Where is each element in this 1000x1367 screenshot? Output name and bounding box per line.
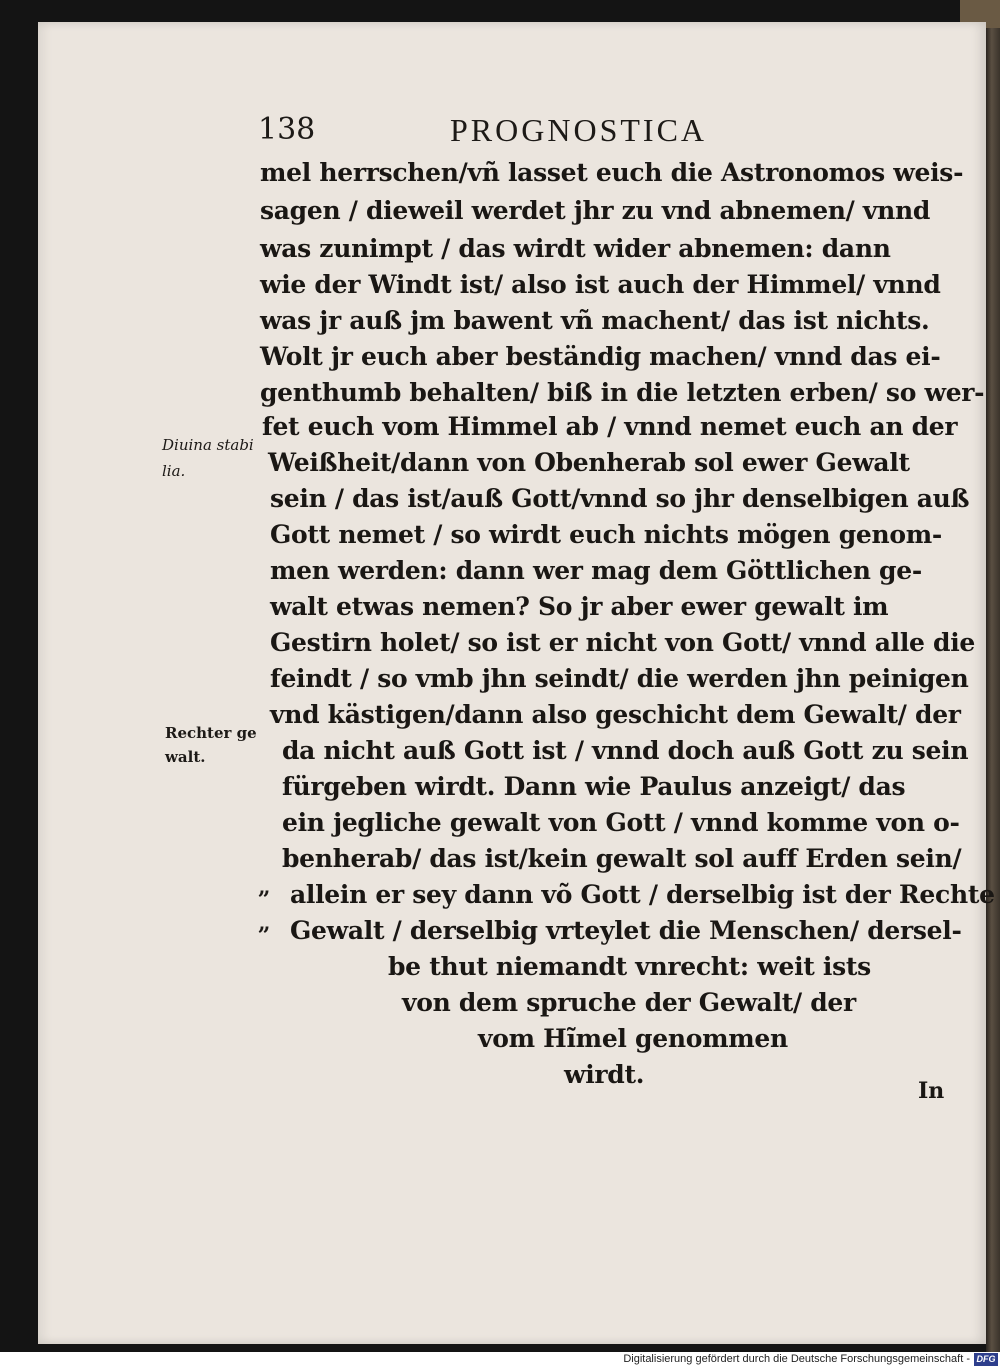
footer-bar — [0, 1352, 1000, 1367]
text-line: feindt / so vmb jhn seindt/ die werden jhn peinigen — [270, 664, 969, 693]
text-line: wie der Windt ist/ also ist auch der Himmel/ vnnd — [260, 270, 941, 299]
text-line: Wolt jr euch aber beständig machen/ vnnd das ei- — [260, 342, 941, 371]
marginal-note-rechter-line1: Rechter ge — [165, 724, 257, 742]
text-line: was zunimpt / das wirdt wider abnemen: dann — [260, 234, 891, 263]
text-line: ein jegliche gewalt von Gott / vnnd komme von o- — [282, 808, 960, 837]
text-line: vom Hĩmel genommen — [478, 1024, 788, 1053]
text-line: sagen / dieweil werdet jhr zu vnd abnemen/ vnnd — [260, 196, 931, 225]
running-title: PROGNOSTICA — [450, 112, 708, 148]
text-line: benherab/ das ist/kein gewalt sol auff Erden sein/ — [282, 844, 962, 873]
text-line: vnd kästigen/dann also geschicht dem Gewalt/ der — [270, 700, 961, 729]
quotation-mark: „ — [258, 874, 271, 900]
text-line: von dem spruche der Gewalt/ der — [402, 988, 856, 1017]
quotation-mark: „ — [258, 910, 271, 936]
text-line: Gott nemet / so wirdt euch nichts mögen genom- — [270, 520, 942, 549]
text-line: was jr auß jm bawent vñ machent/ das ist nichts. — [260, 306, 930, 335]
text-line: Gestirn holet/ so ist er nicht von Gott/ vnnd alle die — [270, 628, 976, 657]
text-line: allein er sey dann võ Gott / derselbig ist der Rechte — [290, 880, 995, 909]
text-line: Gewalt / derselbig vrteylet die Menschen/ dersel- — [290, 916, 962, 945]
text-line: sein / das ist/auß Gott/vnnd so jhr denselbigen auß — [270, 484, 970, 513]
text-line: wirdt. — [564, 1060, 645, 1089]
marginal-note-divina-line2: lia. — [162, 462, 186, 480]
text-line: be thut niemandt vnrecht: weit ists — [388, 952, 871, 981]
text-line: fürgeben wirdt. Dann wie Paulus anzeigt/ das — [282, 772, 906, 801]
text-line: Weißheit/dann von Obenherab sol ewer Gewalt — [268, 448, 910, 477]
page-number: 138 — [258, 112, 316, 147]
text-line: genthumb behalten/ biß in die letzten erben/ so wer- — [260, 378, 985, 407]
text-line: da nicht auß Gott ist / vnnd doch auß Gott zu sein — [282, 736, 969, 765]
dfg-logo: DFG — [974, 1353, 998, 1366]
marginal-note-rechter-line2: walt. — [165, 748, 206, 766]
text-line: walt etwas nemen? So jr aber ewer gewalt im — [270, 592, 889, 621]
text-line: mel herrschen/vñ lasset euch die Astronomos weis- — [260, 158, 964, 187]
text-line: fet euch vom Himmel ab / vnnd nemet euch an der — [262, 412, 958, 441]
text-line: men werden: dann wer mag dem Göttlichen ge- — [270, 556, 922, 585]
marginal-note-divina-line1: Diuina stabi — [162, 436, 254, 454]
catchword: In — [918, 1078, 945, 1104]
footer-funding-text: Digitalisierung gefördert durch die Deutsche Forschungsgemeinschaft - — [623, 1353, 970, 1365]
